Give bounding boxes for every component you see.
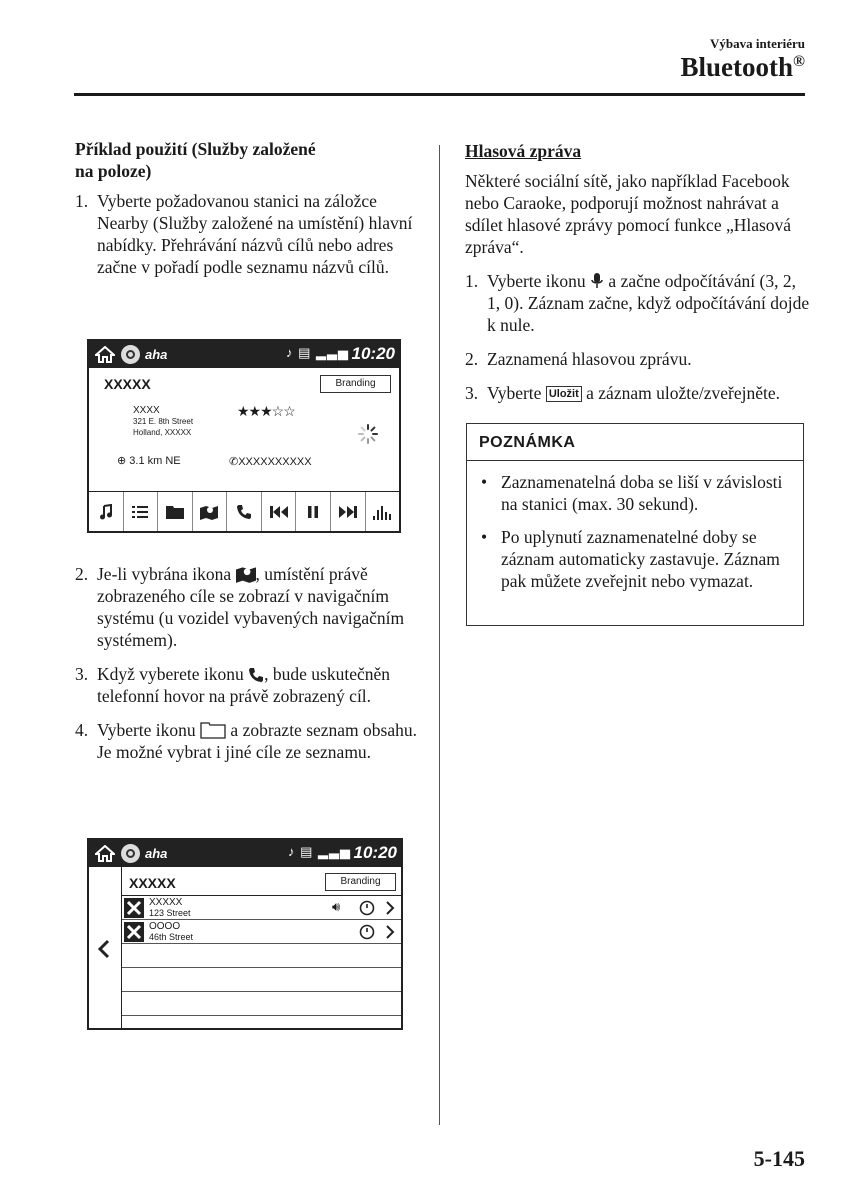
close-icon[interactable] [124,898,144,918]
step-1: 1. Vyberte požadovanou stanici na záložce Nearby (Služby založené na umístění) hlavní nabídky. Přehrávání názvů cílů nebo adres začne v pořadí podle seznamu názvů cílů. [75,191,413,277]
next-track-icon[interactable] [331,492,366,531]
left-heading: Příklad použití (Služby založené na poloze) [75,139,316,181]
voice-step-2: 2. Zaznamená hlasovou zprávu. [465,349,692,369]
station-name: XXXXX [129,875,176,891]
home-icon[interactable] [95,845,115,862]
list-item-empty [122,992,401,1016]
column-divider [439,145,440,1125]
list-icon[interactable] [124,492,159,531]
aha-logo-icon [121,844,140,863]
clock-icon [359,924,375,940]
status-icons: ♪ ▤ ▂▃▅ [286,345,349,360]
compass-icon: ⊕ [117,455,127,467]
left-column-lower [75,563,420,775]
header-rule [74,93,805,96]
aha-logo-icon [121,345,140,364]
step-2: 2. Je-li vybrána ikona , umístění právě zobrazeného cíle se zobrazí v navigačním systému (u vozidel vybavených navigačním systémem). [75,564,405,650]
close-icon[interactable] [124,922,144,942]
home-icon[interactable] [95,346,115,363]
step-4: 4. Vyberte ikonu a zobrazte seznam obsahu. Je možné vybrat i jiné cíle ze seznamu. [75,720,418,762]
branding-box: Branding [325,873,396,891]
list-item[interactable]: XXXXX 123 Street 🔊︎ [122,896,401,920]
aha-nearby-screen [87,339,401,533]
address-line2: Holland, XXXXX [133,428,192,437]
phone-number: ✆XXXXXXXXXX [229,456,312,468]
right-heading: Hlasová zpráva [465,141,582,161]
status-bar: aha ♪ ▤ ▂▃▅ 10:20 [89,341,399,368]
voice-step-1: 1. Vyberte ikonu a začne odpočítávání (3, 2, 1, 0). Záznam začne, když odpočítávání dojde k nule. [465,271,810,335]
note-item: • Po uplynutí zaznamenatelné doby se záznam automaticky zastavuje. Záznam pak můžete zveřejnit nebo vymazat. [481,527,780,591]
note-item: • Zaznamenatelná doba se liší v závislosti na stanici (max. 30 sekund). [481,472,783,514]
left-column [75,138,420,290]
branding-box: Branding [320,375,391,393]
clock: 10:20 [353,843,397,862]
pause-icon[interactable] [296,492,331,531]
list-item-empty [122,968,401,992]
address-line1: 321 E. 8th Street [133,417,194,426]
chevron-right-icon[interactable] [385,901,395,915]
microphone-icon [590,272,604,290]
station-name: XXXXX [104,376,151,392]
intro-paragraph: Některé sociální sítě, jako například Facebook nebo Caraoke, podporují možnost nahrávat a sdílet hlasové zprávy pomocí funkce „Hlasová zpráva“. [465,171,792,257]
chevron-right-icon[interactable] [385,925,395,939]
phone-icon [248,667,264,683]
list-item-empty [122,944,401,968]
clock-icon [359,900,375,916]
place-name: XXXX [133,405,160,416]
map-pin-icon [236,565,256,583]
section-label: Výbava interiéru [710,36,805,51]
right-column [465,140,810,416]
clock: 10:20 [351,344,395,363]
voice-step-3: 3. Vyberte Uložit a záznam uložte/zveřejněte. [465,383,780,403]
note-box [466,423,804,626]
folder-icon[interactable] [158,492,193,531]
toolbar [89,491,399,531]
page-title: Bluetooth® [680,52,805,82]
note-title: POZNÁMKA [467,424,803,461]
music-note-icon[interactable] [89,492,124,531]
page-number: 5-145 [753,1146,805,1171]
step-3: 3. Když vyberete ikonu , bude uskutečněn telefonní hovor na právě zobrazený cíl. [75,664,391,706]
status-icons: ♪ ▤ ▂▃▅ [288,844,351,859]
phone-small-icon: ✆ [229,456,239,468]
equalizer-icon[interactable] [366,492,400,531]
previous-track-icon[interactable] [262,492,297,531]
loading-spinner-icon [357,423,379,445]
save-button: Uložit [546,386,582,402]
folder-icon [200,721,226,739]
map-pin-icon[interactable] [193,492,228,531]
aha-list-screen [87,838,403,1030]
list-item[interactable]: OOOO 46th Street [122,920,401,944]
phone-icon[interactable] [227,492,262,531]
distance: ⊕ 3.1 km NE [117,455,181,467]
chevron-left-icon[interactable] [97,939,111,959]
speaker-icon: 🔊︎ [332,899,341,914]
rating-stars: ★★★☆☆ [237,403,295,419]
status-bar: aha ♪ ▤ ▂▃▅ 10:20 [89,840,401,867]
